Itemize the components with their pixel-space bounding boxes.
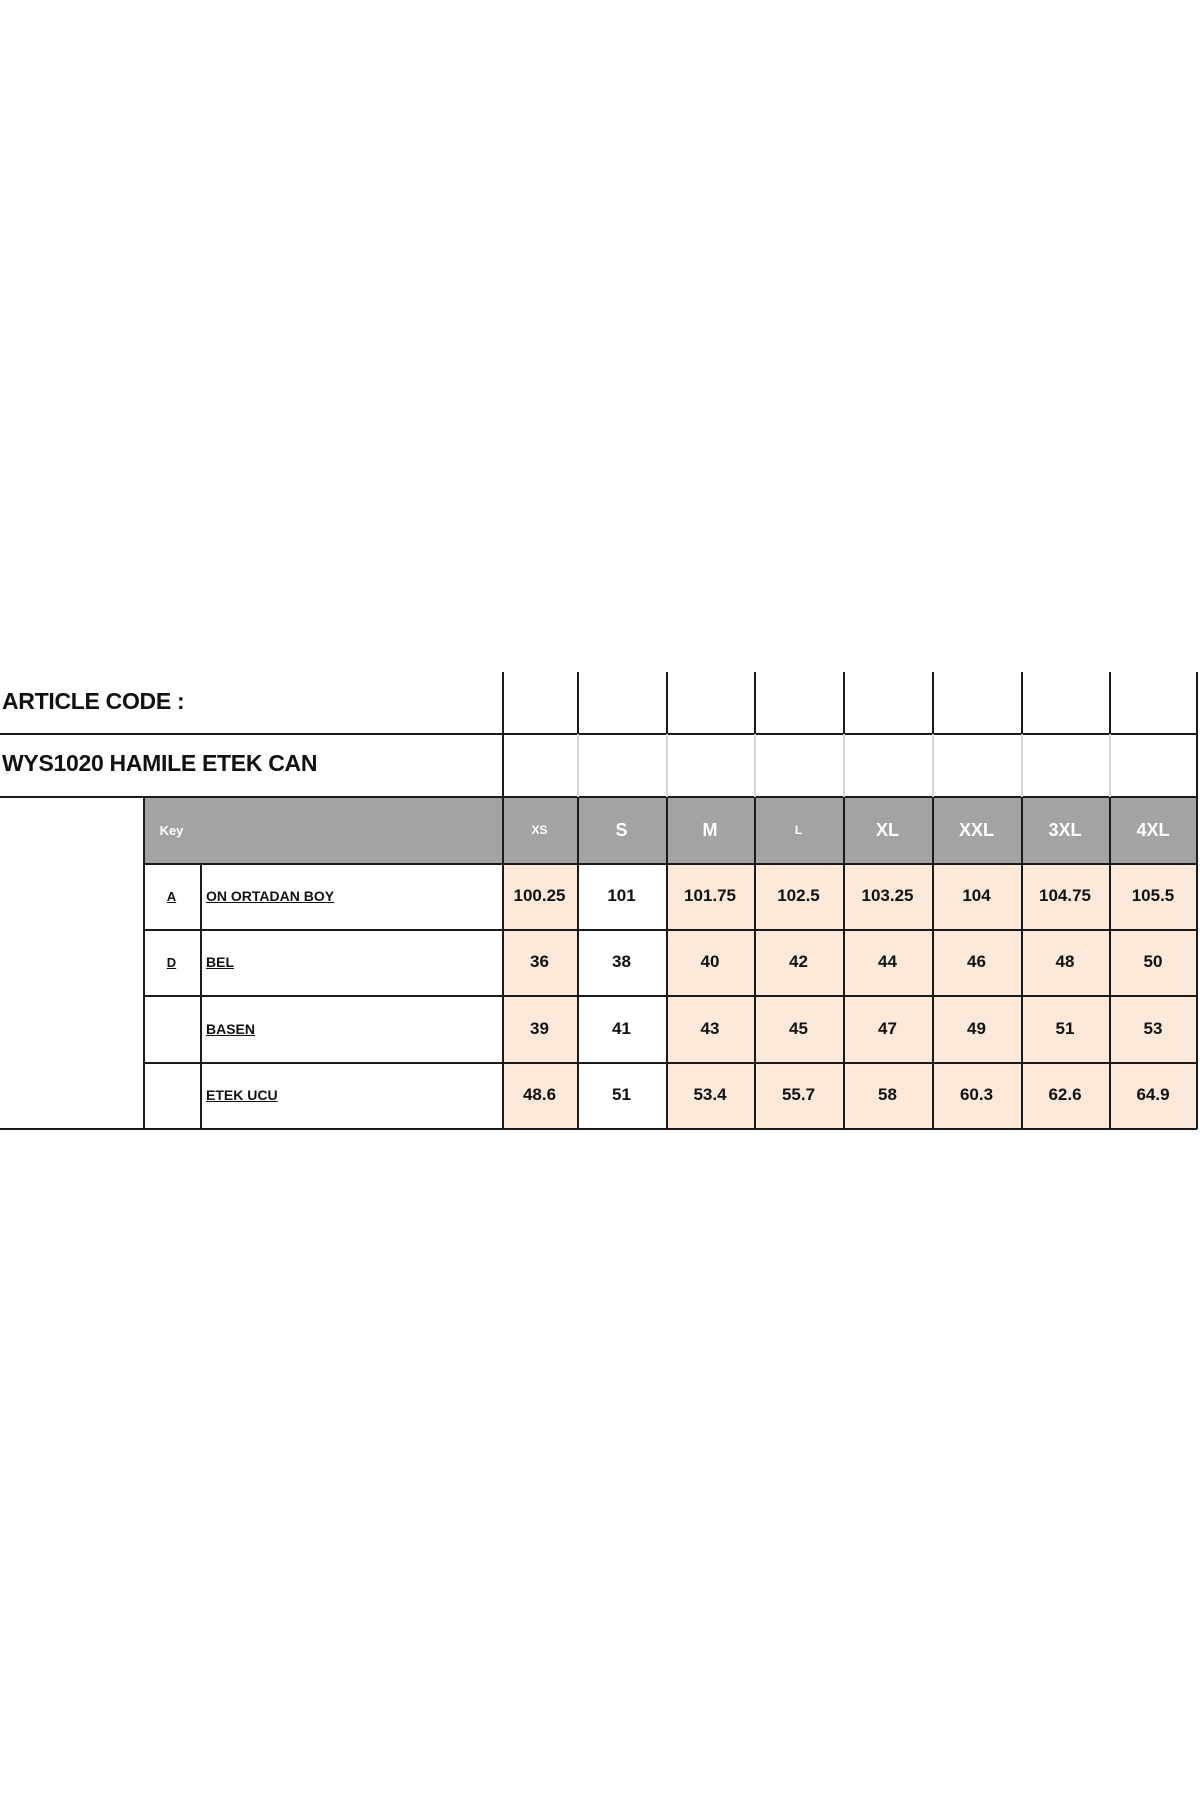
table-cell: 103.25 <box>861 886 914 905</box>
table-cell: 40 <box>700 952 720 971</box>
table-cell: 43 <box>700 1018 720 1038</box>
row-label: BEL <box>206 954 234 970</box>
grid-line-v-t5 <box>932 672 934 734</box>
grid-line-v-title-left <box>502 672 504 734</box>
table-cell: 51 <box>612 1085 631 1104</box>
size-header-xl: XL <box>875 819 899 840</box>
row-key: A <box>166 888 177 904</box>
row-label: BASEN <box>206 1020 256 1037</box>
table-cell: 60.3 <box>959 1085 994 1104</box>
table-cell: 55.7 <box>781 1085 816 1104</box>
table-cell: 53 <box>1143 1018 1163 1038</box>
size-header-m: M <box>702 819 718 840</box>
grid-line-v-r2-right <box>1196 734 1198 797</box>
table-cell: 41 <box>612 1018 631 1038</box>
grid-line-v-r2b <box>666 734 668 797</box>
table-cell: 36 <box>530 952 549 971</box>
table-cell: 101 <box>607 886 636 905</box>
grid-line-v-r2g <box>1109 734 1111 797</box>
table-cell: 47 <box>878 1018 897 1038</box>
table-cell: 62.6 <box>1048 1085 1082 1104</box>
table-cell: 39 <box>530 1018 549 1038</box>
table-cell: 53.4 <box>693 1085 727 1104</box>
table-cell: 38 <box>612 952 631 971</box>
grid-line-v-t3 <box>754 672 756 734</box>
grid-line-v-r2c <box>754 734 756 797</box>
grid-line-v-r2-left <box>502 734 504 797</box>
table-cell: 58 <box>878 1085 897 1104</box>
grid-line-v-r2d <box>843 734 845 797</box>
grid-line-h1 <box>0 733 1197 735</box>
table-cell: 45 <box>789 1018 808 1038</box>
grid-line-v-t7 <box>1109 672 1111 734</box>
row-label: ETEK UCU <box>206 1087 278 1103</box>
table-cell: 46 <box>967 952 986 971</box>
grid-line-v-t6 <box>1021 672 1023 734</box>
grid-line-v-t8 <box>1196 672 1198 734</box>
table-cell: 102.5 <box>777 886 820 905</box>
table-cell: 64.9 <box>1136 1085 1170 1104</box>
size-header-xs: XS <box>531 823 548 837</box>
grid-line-v-key-right <box>200 863 202 1129</box>
grid-line-h7 <box>0 1128 1197 1130</box>
size-header-3xl: 3XL <box>1048 819 1082 840</box>
row-label: ON ORTADAN BOY <box>206 888 335 904</box>
row-key <box>143 995 200 1062</box>
grid-line-v-r2a <box>577 734 579 797</box>
key-header: Key <box>159 822 184 838</box>
row-key <box>143 1062 200 1128</box>
grid-line-v-r2f <box>1021 734 1023 797</box>
row-key: D <box>166 954 177 970</box>
table-cell: 49 <box>967 1018 986 1038</box>
table-cell: 44 <box>878 952 897 971</box>
grid-line-v-r2e <box>932 734 934 797</box>
table-cell: 48 <box>1055 952 1075 971</box>
table-cell: 42 <box>789 952 808 971</box>
size-header-xxl: XXL <box>958 819 994 840</box>
grid-line-v-t4 <box>843 672 845 734</box>
size-header-4xl: 4XL <box>1136 819 1170 840</box>
size-header-s: S <box>615 819 628 840</box>
grid-line-v-t2 <box>666 672 668 734</box>
table-cell: 100.25 <box>513 886 566 905</box>
table-cell: 51 <box>1055 1018 1075 1038</box>
size-header-l: L <box>794 823 803 837</box>
table-cell: 104.75 <box>1039 886 1091 905</box>
table-cell: 48.6 <box>522 1085 557 1104</box>
table-cell: 104 <box>962 886 991 905</box>
table-cell: 101.75 <box>684 886 736 905</box>
grid-line-v-t1 <box>577 672 579 734</box>
table-cell: 105.5 <box>1131 886 1175 905</box>
article-code-label: ARTICLE CODE : <box>2 688 185 714</box>
article-name: WYS1020 HAMILE ETEK CAN <box>2 750 318 776</box>
table-cell: 50 <box>1143 952 1163 971</box>
